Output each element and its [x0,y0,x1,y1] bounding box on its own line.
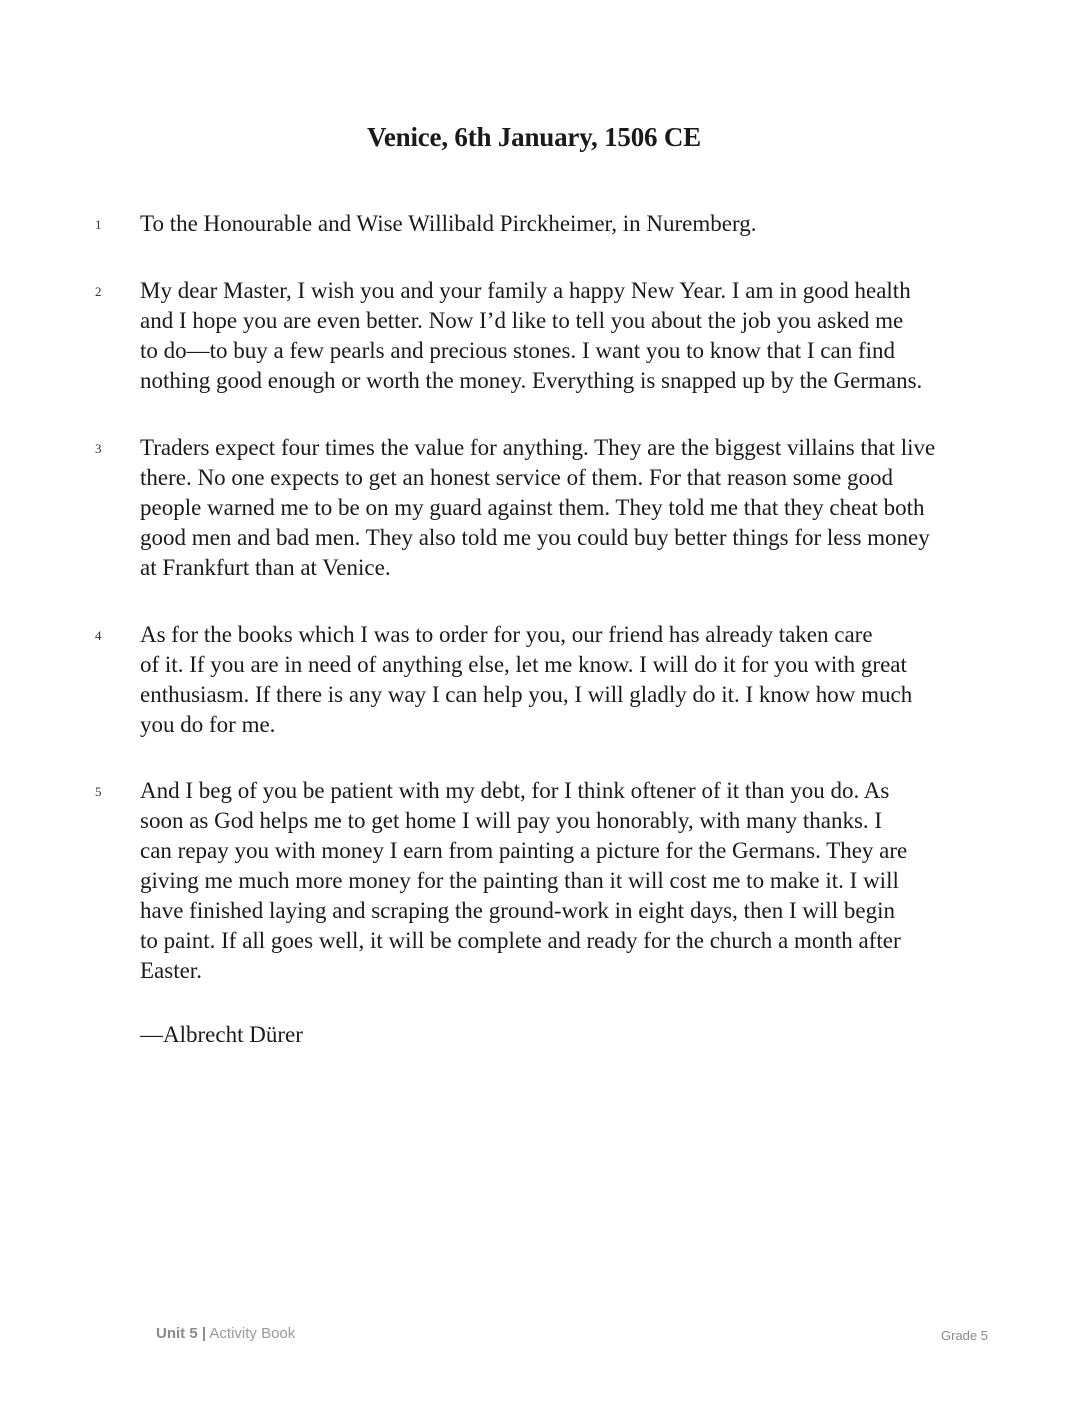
paragraph-text [140,276,980,396]
paragraph-number: 4 [95,628,102,643]
text-line: and I hope you are even better. Now I’d like to tell you about the job you asked me [140,308,904,333]
paragraph-text [140,433,980,583]
text-line: good men and bad men. They also told me you could buy better things for less money [140,525,930,550]
text-line: at Frankfurt than at Venice. [140,555,391,580]
text-line: As for the books which I was to order for you, our friend has already taken care [140,622,873,647]
footer-grade: Grade 5 [941,1328,988,1343]
footer-unit: Unit 5 [156,1325,198,1342]
page-title: Venice, 6th January, 1506 CE [367,122,701,152]
text-line: My dear Master, I wish you and your family a happy New Year. I am in good health [140,278,911,303]
text-line: have finished laying and scraping the ground-work in eight days, then I will begin [140,898,895,923]
footer-unit-label [156,1325,295,1342]
text-line: to do—to buy a few pearls and precious stones. I want you to know that I can find [140,338,895,363]
text-line: of it. If you are in need of anything else, let me know. I will do it for you with great [140,652,907,677]
paragraph-text [140,776,980,986]
text-line: you do for me. [140,712,276,737]
paragraph-text [140,620,980,740]
text-line: enthusiasm. If there is any way I can help you, I will gladly do it. I know how much [140,682,913,707]
text-line: nothing good enough or worth the money. Everything is snapped up by the Germans. [140,368,923,393]
text-line: can repay you with money I earn from painting a picture for the Germans. They are [140,838,908,863]
text-line: people warned me to be on my guard against them. They told me that they cheat both [140,495,925,520]
paragraph-number: 5 [95,784,102,799]
text-line: soon as God helps me to get home I will pay you honorably, with many thanks. I [140,808,883,833]
text-line: To the Honourable and Wise Willibald Pirckheimer, in Nuremberg. [140,211,757,236]
text-line: Easter. [140,958,202,983]
text-line: Traders expect four times the value for anything. They are the biggest villains that live [140,435,936,460]
signature: —Albrecht Dürer [140,1022,303,1047]
paragraph-number: 3 [95,441,102,456]
footer-separator: | [201,1325,207,1342]
text-line: to paint. If all goes well, it will be complete and ready for the church a month after [140,928,901,953]
text-line: giving me much more money for the painting than it will cost me to make it. I will [140,868,899,893]
text-line: there. No one expects to get an honest service of them. For that reason some good [140,465,894,490]
text-line: And I beg of you be patient with my debt, for I think oftener of it than you do. As [140,778,890,803]
paragraph-number: 1 [95,217,102,232]
paragraph-number: 2 [95,284,102,299]
paragraph-text [140,209,980,239]
footer-book-name: Activity Book [209,1325,296,1342]
